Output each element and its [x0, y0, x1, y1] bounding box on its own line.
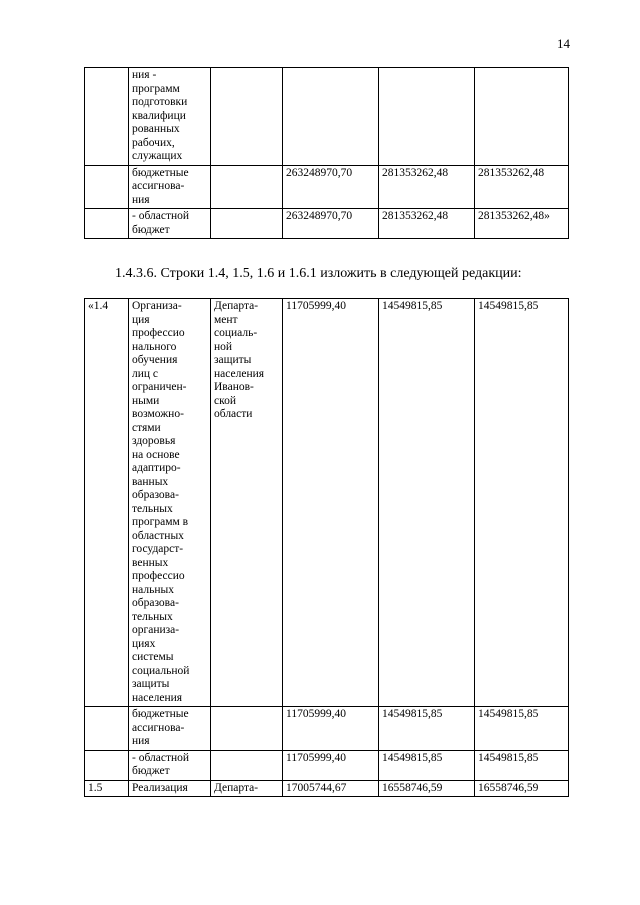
main-table-body: [85, 299, 569, 797]
table-row: [85, 707, 569, 751]
row-number-cell: [85, 68, 129, 166]
row-department-cell: Департа- мент социаль- ной защиты населения Иванов- ской области: [211, 299, 283, 707]
value-cell-1: 17005744,67: [283, 780, 379, 797]
row-department-cell: [211, 707, 283, 751]
row-number-cell: [85, 750, 129, 780]
table-row: [85, 209, 569, 239]
row-number-cell: «1.4: [85, 299, 129, 707]
row-number-cell: [85, 209, 129, 239]
table-row: [85, 780, 569, 797]
table-row: [85, 165, 569, 209]
value-cell-3: 14549815,85: [475, 299, 569, 707]
row-number-cell: [85, 165, 129, 209]
value-cell-3: 14549815,85: [475, 707, 569, 751]
row-department-cell: [211, 209, 283, 239]
value-cell-2: 14549815,85: [379, 707, 475, 751]
section-heading: 1.4.3.6. Строки 1.4, 1.5, 1.6 и 1.6.1 изложить в следующей редакции:: [115, 266, 522, 281]
value-cell-2: 14549815,85: [379, 299, 475, 707]
value-cell-2: 14549815,85: [379, 750, 475, 780]
value-cell-1: 263248970,70: [283, 165, 379, 209]
row-name-cell: Реализация: [129, 780, 211, 797]
table-row: [85, 68, 569, 166]
row-number-cell: [85, 707, 129, 751]
value-cell-3: 16558746,59: [475, 780, 569, 797]
row-name-cell: бюджетные ассигнова- ния: [129, 165, 211, 209]
value-cell-2: [379, 68, 475, 166]
row-name-cell: ния - программ подготовки квалифици рованных рабочих, служащих: [129, 68, 211, 166]
main-table: [84, 298, 569, 797]
table-row: [85, 299, 569, 707]
row-department-cell: [211, 165, 283, 209]
value-cell-3: [475, 68, 569, 166]
value-cell-1: 11705999,40: [283, 750, 379, 780]
value-cell-1: 11705999,40: [283, 299, 379, 707]
row-department-cell: [211, 750, 283, 780]
table-row: [85, 750, 569, 780]
value-cell-2: 281353262,48: [379, 165, 475, 209]
value-cell-3: 281353262,48»: [475, 209, 569, 239]
row-name-cell: Организа- ция профессио нального обучения лиц с ограничен- ными возможно- стями здоровья на основе адаптиро- ванных образова- тельных программ в областных государст- венных профессио нальных образова- тельных организа- циях системы социальной защиты населения: [129, 299, 211, 707]
page-number: 14: [557, 36, 570, 51]
row-number-cell: 1.5: [85, 780, 129, 797]
value-cell-3: 281353262,48: [475, 165, 569, 209]
value-cell-2: 281353262,48: [379, 209, 475, 239]
value-cell-1: 263248970,70: [283, 209, 379, 239]
value-cell-3: 14549815,85: [475, 750, 569, 780]
row-name-cell: - областной бюджет: [129, 750, 211, 780]
row-name-cell: бюджетные ассигнова- ния: [129, 707, 211, 751]
top-table-body: [85, 68, 569, 239]
row-name-cell: - областной бюджет: [129, 209, 211, 239]
value-cell-1: 11705999,40: [283, 707, 379, 751]
top-table: [84, 67, 569, 239]
row-department-cell: [211, 68, 283, 166]
value-cell-2: 16558746,59: [379, 780, 475, 797]
value-cell-1: [283, 68, 379, 166]
row-department-cell: Департа-: [211, 780, 283, 797]
